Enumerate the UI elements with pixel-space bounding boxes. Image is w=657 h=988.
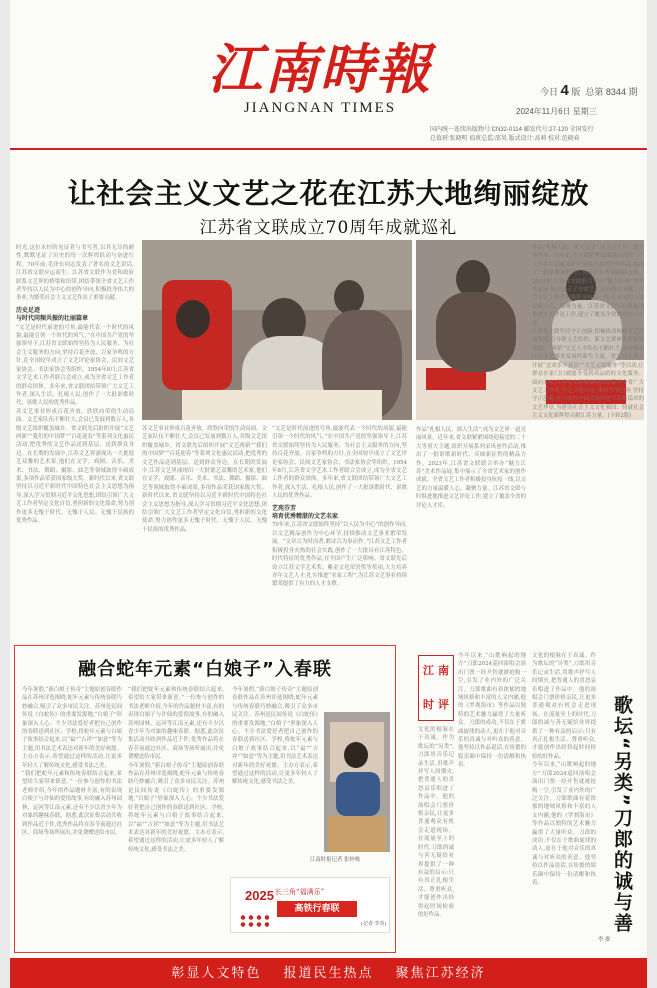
feature-column-3: 今年暑假,“新白娘子传奇”主题原创春联作品在苏州评选揭晓,蛇年元素与传统春联巧妙融合,吸引了众多市民关注。苏州是民间传说《白蛇传》的重要发源地,“白娘子”形象深入人心。不少书法爱好者把自己创作的春联送到社区、学校,将蛇年元素与白娘子故事结合起来,以“福”“吉祥”“如意”等为主题,用书法艺术表达对新年的美好祝愿。主办方表示,希望通过这样的活动,让更多年轻人了解传统文化,感受书法之美。 — [232, 687, 318, 786]
article-column-2: 苏文艺事业形成百花齐放、欣欣向荣的生动局面。文艺家队伍不断壮大,会员已发展到数万人,各级文艺组织覆盖城乡。省文联先后组织开展“文艺两新”“我们的中国梦”“百花迎春”等系列文化惠民活动,把优秀的文艺作品送到基层、送到群众身边。在长期的发展中,江苏文艺界涌现出一大批德艺双馨的艺术家,他们在文学、戏剧、音乐、美术、书法、舞蹈、摄影、曲艺等领域取得丰硕成果,多项作品荣获国家级大奖。新时代以来,省文联坚持以习近平新时代中国特色社会主义思想为指导,深入学习贯彻习近平文化思想,团结引领广大文艺工作者坚定文化自信,勇担新的文化使命,努力创作更多无愧于时代、无愧于人民、无愧于民族的优秀作品。 — [142, 426, 267, 533]
commentary-column-2: 文化的根脉在于真诚。作为歌坛的“另类”,刀郎用音乐记录生活,用歌声抒写人间烟火,把普通人的喜怒哀乐唱进了作品中。他的演唱会门票价格亲民,让更多普通观众有机会走进现场。在流量至上的时代,刀郎的诚与善无疑给业界提供了一种有益的启示:只有真正扎根生活、尊重听众,才能创作出经得起时间检验的好作品。 今年以来,“山歌响起的地方”刀郎2024巡回演唱会演出门票一经开售就被抢购一空,引发了业内外的广泛关注。刀郎歌曲有着浓郁的地域风格和丰富的人文内涵,他的《罗刹海市》等作品以独特的艺术魅力赢得了大量听众。刀郎的成功,不仅在于歌曲旋律的动人,更在于他对音乐的真诚与对听众的善意。他坚持以作品说话,在纷繁的娱乐圈中保持一份清醒和执着。 — [532, 653, 596, 886]
article-column-5: 作品“扎根人民、深入生活”,成为文艺界一道亮丽风景。近年来,省文联紧紧围绕迎接党的二十大等重大主题,组织开展系列采风创作活动,推出了一批讴歌新时代、反映新征程的精品力作。2023年,江苏省文联联合举办“魅力江苏”美术作品展,集中展示了全省艺术家的创作成就。全省文艺工作者积极投身抗疫一线,以文艺的力量温暖人心、凝聚力量。江苏省文联与时俱进地推进文艺评论工作,建立了覆盖全省的评论人才库。 江苏省文联坚持守正创新,积极推动网络文艺健康发展,引导新文艺组织、新文艺群体发挥积极作用。“两新”文艺人才队伍不断壮大,成为推动江苏文艺事业发展的新生力量。省文联还深入开展“送欢乐下基层”“文艺志愿服务”等活动,让群众在家门口就能享受到高品质的文化服务。面向未来,江苏省文联将继续团结带领全省广大文艺工作者,坚定文化自信,秉持开放包容,坚持守正创新,奋力谱写中国式现代化江苏新篇章的文艺华章,为建设社会主义文化强国、铸就社会主义文化新辉煌贡献江苏力量。(下转2版) — [532, 245, 644, 420]
section-title-arts: 艺苑芬芳 — [272, 504, 297, 512]
banner-credit: (记者 李炎) — [361, 921, 387, 927]
commentary-column-logo: 江 南 时 评 — [418, 655, 454, 721]
footer-slogans — [10, 962, 647, 981]
newspaper-page — [10, 0, 647, 988]
footer-bar — [10, 958, 647, 988]
feature-headline[interactable]: 融合蛇年元素“白娘子”入春联 — [78, 659, 332, 680]
banner-main: 高铁行春联 — [277, 901, 357, 917]
footer-slogan-1: 彰显人文特色 — [171, 966, 262, 981]
newspaper-logo — [195, 37, 445, 116]
masthead-rule — [10, 148, 647, 150]
commentary-column-1: 今年以来,“山歌响起的地方”刀郎2024巡回演唱会演出门票一经开售就被抢购一空,引发了业内外的广泛关注。刀郎歌曲有着浓郁的地域风格和丰富的人文内涵,他的《罗刹海市》等作品以独特的艺术魅力赢得了大量听众。刀郎的成功,不仅在于歌曲旋律的动人,更在于他对音乐的真诚与对听众的善意。他坚持以作品说话,在纷繁的娱乐圈中保持一份清醒和执着。 — [458, 653, 526, 769]
article-column-4: 作品“扎根人民、深入生活”,成为文艺界一道亮丽风景。近年来,省文联紧紧围绕迎接党的二十大等重大主题,组织开展系列采风创作活动,推出了一批讴歌新时代、反映新征程的精品力作。2023年,江苏省文联联合举办“魅力江苏”美术作品展,集中展示了全省艺术家的创作成就。全省文艺工作者积极投身抗疫一线,以文艺的力量温暖人心、凝聚力量。江苏省文联与时俱进地推进文艺评论工作,建立了覆盖全省的评论人才库。 — [416, 427, 526, 509]
article-column-1: 时光,这位永恒的见证者与书写者,以其无尽的耐性,默默见证了历史的每一次辉煌跃动与奋进行程。70年前,毛泽东同志发表了著名的文艺讲话,江苏省文联应运而生。江苏省文联作为党和政府联系文艺界的桥梁和纽带,团结带领全省文艺工作者坚持以人民为中心的创作导向,积极投身伟大的事业,为繁荣社会主义文艺作出了重要贡献。 历史足迹 与时代同频共振的壮丽篇章 “文艺是时代前进的号角,最能代表一个时代的风貌,最能引领一个时代的风气。”在中国共产党的坚强领导下,江苏省文联始终坚持为人民服务、为社会主义服务的方向,坚持百花齐放、百家争鸣的方针,在全国较早成立了文艺评论家协会、民间文艺家协会、书法家协会等组织。1954年8月,江苏省文学艺术工作者联合会成立,成为全省文艺工作者的群众团体。多年来,省文联团结带领广大文艺工作者,深入生活、扎根人民,创作了一大批讴歌时代、讴歌人民的优秀作品。 苏文艺事业形成百花齐放、欣欣向荣的生动局面。文艺家队伍不断壮大,会员已发展到数万人,各级文艺组织覆盖城乡。省文联先后组织开展“文艺两新”“我们的中国梦”“百花迎春”等系列文化惠民活动,把优秀的文艺作品送到基层、送到群众身边。在长期的发展中,江苏文艺界涌现出一大批德艺双馨的艺术家,他们在文学、戏剧、音乐、美术、书法、舞蹈、摄影、曲艺等领域取得丰硕成果,多项作品荣获国家级大奖。新时代以来,省文联坚持以习近平新时代中国特色社会主义思想为指导,深入学习贯彻习近平文化思想,团结引领广大文艺工作者坚定文化自信,勇担新的文化使命,努力创作更多无愧于时代、无愧于人民、无愧于民族的优秀作品。 — [16, 245, 134, 524]
issue-number: 总第 8344 期 — [585, 87, 638, 97]
commentary-headline[interactable]: 歌坛“另类”刀郎的诚与善 — [611, 695, 633, 934]
feature-byline: 江南时报记者 张梓栋 — [310, 857, 361, 863]
banner-decoration — [239, 914, 269, 928]
banner-line: 长三角“福满乐” — [275, 888, 325, 896]
feature-portrait-photo — [324, 712, 390, 852]
feature-column-1: 今年暑假,“新白娘子传奇”主题原创春联作品在苏州评选揭晓,蛇年元素与传统春联巧妙融合,吸引了众多市民关注。苏州是民间传说《白蛇传》的重要发源地,“白娘子”形象深入人心。不少书法爱好者把自己创作的春联送到社区、学校,将蛇年元素与白娘子故事结合起来,以“福”“吉祥”“如意”等为主题,用书法艺术表达对新年的美好祝愿。主办方表示,希望通过这样的活动,让更多年轻人了解传统文化,感受书法之美。 “我们把蛇年元素和传统春联结合起来,希望给大家带来新意。”一位参与创作的书法老师介绍,今年的作品题材丰富,有的表现白娘子与许仙的爱情故事,有的融入苏州园林、运河等江南元素,还有不少以青少年为对象的趣味春联。据悉,此次征集活动共收到作品近千件,优秀作品将在春节前通过社区、商场等场所展出,并免费赠送给市民。 — [22, 687, 122, 836]
commentary-byline: 李 维 — [598, 937, 611, 943]
main-headline[interactable]: 让社会主义文艺之花在江苏大地绚丽绽放 — [67, 177, 590, 210]
section-subtitle-arts: 培育优秀精湛的文艺名家 — [272, 513, 339, 521]
section-subtitle-history: 与时代同频共振的壮丽篇章 — [16, 315, 89, 323]
spring-couplet-banner[interactable] — [230, 877, 390, 933]
article-column-3: “文艺是时代前进的号角,最能代表一个时代的风貌,最能引领一个时代的风气。”在中国共产党的坚强领导下,江苏省文联始终坚持为人民服务、为社会主义服务的方向,坚持百花齐放、百家争鸣的方针,在全国较早成立了文艺评论家协会、民间文艺家协会、书法家协会等组织。1954年8月,江苏省文学艺术工作者联合会成立,成为全省文艺工作者的群众团体。多年来,省文联团结带领广大文艺工作者,深入生活、扎根人民,创作了一大批讴歌时代、讴歌人民的优秀作品。 艺苑芬芳 培育优秀精湛的文艺名家 70年来,江苏省文联始终坚持“以人民为中心”的创作导向,以文艺精品创作为中心环节,持续推动文艺事业繁荣发展。“文章合为时而著,歌诗合为事而作。”江苏文艺工作者积极投身火热的社会实践,创作了一大批具有江苏特色、时代特征的优秀作品,在全国产生广泛影响。省文联先后设立江苏文学艺术奖、紫金文化荣誉奖等奖项,大力培养青年文艺人才,扎实推进“名家工程”,为江苏文艺事业持续繁荣提供了有力的人才支撑。 — [272, 426, 407, 588]
feature-column-2: “我们把蛇年元素和传统春联结合起来,希望给大家带来新意。”一位参与创作的书法老师介绍,今年的作品题材丰富,有的表现白娘子与许仙的爱情故事,有的融入苏州园林、运河等江南元素,还有不少以青少年为对象的趣味春联。据悉,此次征集活动共收到作品近千件,优秀作品将在春节前通过社区、商场等场所展出,并免费赠送给市民。 今年暑假,“新白娘子传奇”主题原创春联作品在苏州评选揭晓,蛇年元素与传统春联巧妙融合,吸引了众多市民关注。苏州是民间传说《白蛇传》的重要发源地,“白娘子”形象深入人心。不少书法爱好者把自己创作的春联送到社区、学校,将蛇年元素与白娘子故事结合起来,以“福”“吉祥”“如意”等为主题,用书法艺术表达对新年的美好祝愿。主办方表示,希望通过这样的活动,让更多年轻人了解传统文化,感受书法之美。 — [128, 687, 224, 853]
commentary-column-0: 文化的根脉在于真诚。作为歌坛的“另类”,刀郎用音乐记录生活,用歌声抒写人间烟火,把普通人的喜怒哀乐唱进了作品中。他的演唱会门票价格亲民,让更多普通观众有机会走进现场。在流量至上的时代,刀郎的诚与善无疑给业界提供了一种有益的启示:只有真正扎根生活、尊重听众,才能创作出经得起时间检验的好作品。 — [418, 727, 454, 918]
calligraphy-event-photo — [142, 240, 412, 420]
section-title-history: 历史足迹 — [16, 306, 41, 314]
publication-info: 国内统一连续出版物号:CN32-0114 邮发代号:27-120 全国发行 总值班:张晓明 值班总监:邵昊 版式设计:高莉 校对:范晓春 — [430, 127, 594, 142]
publication-date: 2024年11月6日 星期三 — [516, 107, 597, 116]
logo-chinese: 江南時報 — [208, 37, 432, 101]
banner-year: 2025 — [245, 888, 274, 903]
logo-english: JIANGNAN TIMES — [243, 100, 397, 116]
footer-slogan-3: 聚焦江苏经济 — [395, 966, 486, 981]
footer-slogan-2: 报道民生热点 — [283, 966, 374, 981]
masthead — [10, 0, 647, 118]
main-subheadline: 江苏省文联成立70周年成就巡礼 — [199, 218, 458, 238]
pages-count: 今日 4 版 总第 8344 期 — [540, 82, 638, 99]
